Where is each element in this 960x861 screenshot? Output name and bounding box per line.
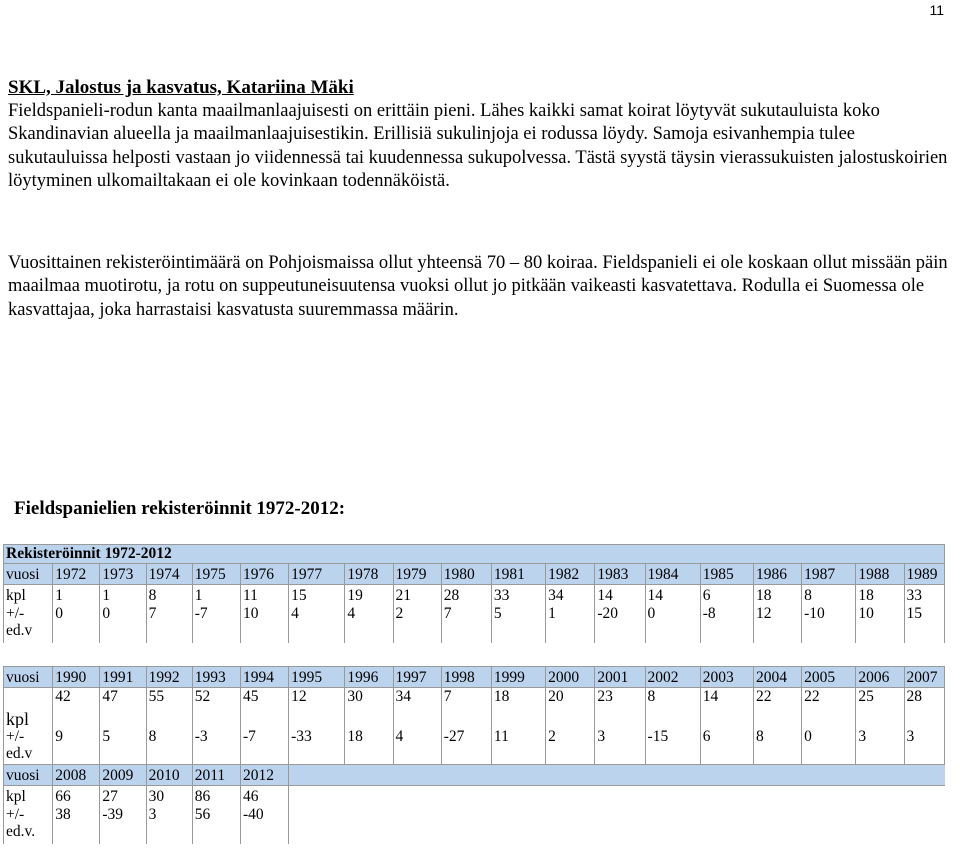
count-cell: 22 bbox=[753, 688, 801, 729]
count-cell: 45 bbox=[240, 688, 288, 729]
year-cell: 1972 bbox=[53, 564, 100, 585]
empty-cell bbox=[904, 765, 944, 786]
year-cell: 2009 bbox=[100, 765, 146, 786]
year-row bbox=[4, 667, 945, 688]
empty-cell bbox=[645, 765, 700, 786]
count-cell: 27 bbox=[100, 786, 146, 807]
year-cell: 2002 bbox=[645, 667, 700, 688]
change-cell: 10 bbox=[856, 605, 904, 643]
change-cell: 4 bbox=[289, 605, 345, 643]
year-cell: 2006 bbox=[856, 667, 904, 688]
row-label-line1: +/- bbox=[6, 605, 25, 622]
year-cell: 1973 bbox=[100, 564, 146, 585]
count-cell: 14 bbox=[700, 688, 753, 729]
empty-cell bbox=[441, 806, 491, 844]
section-title: Fieldspanielien rekisteröinnit 1972-2012: bbox=[14, 498, 346, 519]
count-cell: 19 bbox=[345, 585, 393, 606]
count-cell: 18 bbox=[856, 585, 904, 606]
change-cell: -8 bbox=[700, 605, 753, 643]
empty-cell bbox=[345, 786, 393, 807]
row-label-line1: +/- bbox=[6, 728, 25, 745]
count-cell: 20 bbox=[546, 688, 595, 729]
change-cell: -20 bbox=[595, 605, 645, 643]
year-row bbox=[4, 765, 945, 786]
year-cell: 1991 bbox=[100, 667, 146, 688]
count-cell: 55 bbox=[146, 688, 192, 729]
year-cell: 1996 bbox=[345, 667, 393, 688]
count-row bbox=[4, 688, 945, 729]
empty-cell bbox=[345, 806, 393, 844]
empty-cell bbox=[441, 765, 491, 786]
empty-cell bbox=[802, 806, 856, 844]
count-cell: 30 bbox=[345, 688, 393, 729]
empty-cell bbox=[802, 765, 856, 786]
count-cell: 21 bbox=[393, 585, 441, 606]
year-cell: 2007 bbox=[904, 667, 944, 688]
year-cell: 1992 bbox=[146, 667, 192, 688]
paragraph-breed-population: Fieldspanieli-rodun kanta maailmanlaajuisesti on erittäin pieni. Lähes kaikki samat koirat löytyvät sukutauluista koko Skandinavian alueella ja maailmanlaajuisestikin. Erillisiä sukulinjoja ei rodussa löydy. Samoja esivanhempia tulee sukutauluissa helposti vastaan jo viidennessä tai kuudennessa sukupolvessa. Tästä syystä täysin vierassukuisten jalostuskoirien löytyminen ulkomailtakaan ei ole kovinkaan todennäköistä. bbox=[8, 101, 948, 191]
change-row-label bbox=[4, 728, 53, 765]
empty-cell bbox=[700, 786, 753, 807]
year-cell: 2010 bbox=[146, 765, 192, 786]
empty-cell bbox=[491, 765, 545, 786]
empty-cell bbox=[700, 765, 753, 786]
change-cell: 38 bbox=[53, 806, 100, 844]
table-title-row bbox=[4, 545, 945, 564]
year-cell: 1980 bbox=[441, 564, 491, 585]
count-cell: 33 bbox=[491, 585, 545, 606]
count-row bbox=[4, 786, 945, 807]
count-cell: 11 bbox=[240, 585, 288, 606]
year-cell: 1995 bbox=[289, 667, 345, 688]
empty-cell bbox=[904, 786, 944, 807]
count-cell: 28 bbox=[441, 585, 491, 606]
change-cell: 0 bbox=[645, 605, 700, 643]
count-cell: 66 bbox=[53, 786, 100, 807]
row-label-line1: +/- bbox=[6, 806, 25, 823]
change-cell: 5 bbox=[491, 605, 545, 643]
year-cell: 2000 bbox=[546, 667, 595, 688]
paragraph-registrations: Vuosittainen rekisteröintimäärä on Pohjoismaissa ollut yhteensä 70 – 80 koiraa. Fieldspanieli ei ole koskaan ollut missään päin maailmaa muotirotu, ja rotu on suppeutuneisuutensa vuoksi ollut jo pitkään vaikeasti kasvatettava. Rodulla ei Suomessa ole kasvattajaa, joka harrastaisi kasvatusta suuremmassa määrin. bbox=[8, 253, 948, 320]
count-cell: 8 bbox=[146, 585, 192, 606]
change-cell: -27 bbox=[441, 728, 491, 765]
count-row-label: kpl bbox=[4, 786, 53, 807]
year-cell: 1999 bbox=[491, 667, 545, 688]
change-cell: 7 bbox=[441, 605, 491, 643]
change-cell: 18 bbox=[345, 728, 393, 765]
change-cell: 9 bbox=[53, 728, 100, 765]
count-cell: 6 bbox=[700, 585, 753, 606]
row-label-line2: ed.v. bbox=[6, 823, 36, 840]
document-heading: SKL, Jalostus ja kasvatus, Katariina Mäki bbox=[8, 77, 354, 98]
empty-cell bbox=[856, 806, 904, 844]
year-cell: 1978 bbox=[345, 564, 393, 585]
empty-cell bbox=[546, 806, 595, 844]
count-cell: 8 bbox=[645, 688, 700, 729]
change-cell: 0 bbox=[802, 728, 856, 765]
change-cell: 2 bbox=[393, 605, 441, 643]
year-cell: 1983 bbox=[595, 564, 645, 585]
count-row-label: kpl bbox=[4, 585, 53, 606]
count-cell: 42 bbox=[53, 688, 100, 729]
change-cell: 0 bbox=[100, 605, 146, 643]
count-cell: 7 bbox=[441, 688, 491, 729]
year-cell: 1997 bbox=[393, 667, 441, 688]
empty-cell bbox=[345, 765, 393, 786]
spacer-row bbox=[4, 643, 945, 667]
year-cell: 1985 bbox=[700, 564, 753, 585]
year-cell: 2011 bbox=[192, 765, 240, 786]
empty-cell bbox=[856, 765, 904, 786]
change-cell: -39 bbox=[100, 806, 146, 844]
count-cell: 8 bbox=[802, 585, 856, 606]
count-cell: 46 bbox=[240, 786, 288, 807]
empty-cell bbox=[753, 786, 801, 807]
year-cell: 2003 bbox=[700, 667, 753, 688]
count-cell: 34 bbox=[546, 585, 595, 606]
change-cell: -15 bbox=[645, 728, 700, 765]
year-row-label: vuosi bbox=[4, 765, 53, 786]
count-cell: 12 bbox=[289, 688, 345, 729]
change-row-label bbox=[4, 806, 53, 844]
empty-cell bbox=[856, 786, 904, 807]
year-cell: 1994 bbox=[240, 667, 288, 688]
year-cell: 1993 bbox=[192, 667, 240, 688]
count-cell: 33 bbox=[904, 585, 944, 606]
change-row bbox=[4, 728, 945, 765]
count-cell: 23 bbox=[595, 688, 645, 729]
spacer-cell bbox=[4, 643, 945, 667]
change-cell: 8 bbox=[753, 728, 801, 765]
count-cell: 52 bbox=[192, 688, 240, 729]
count-cell: 30 bbox=[146, 786, 192, 807]
change-row-label bbox=[4, 605, 53, 643]
count-cell: 1 bbox=[53, 585, 100, 606]
empty-cell bbox=[393, 806, 441, 844]
registrations-table-body bbox=[4, 545, 945, 845]
change-cell: -40 bbox=[240, 806, 288, 844]
row-label-line2: ed.v bbox=[6, 745, 33, 762]
empty-cell bbox=[802, 786, 856, 807]
count-cell: 22 bbox=[802, 688, 856, 729]
empty-cell bbox=[904, 806, 944, 844]
empty-cell bbox=[393, 765, 441, 786]
change-cell: 56 bbox=[192, 806, 240, 844]
year-cell: 1987 bbox=[802, 564, 856, 585]
count-cell: 47 bbox=[100, 688, 146, 729]
year-cell: 2008 bbox=[53, 765, 100, 786]
change-cell: 0 bbox=[53, 605, 100, 643]
year-cell: 1976 bbox=[240, 564, 288, 585]
year-cell: 1979 bbox=[393, 564, 441, 585]
year-cell: 1988 bbox=[856, 564, 904, 585]
change-row bbox=[4, 605, 945, 643]
change-cell: -33 bbox=[289, 728, 345, 765]
count-cell: 18 bbox=[753, 585, 801, 606]
empty-cell bbox=[546, 786, 595, 807]
empty-cell bbox=[595, 786, 645, 807]
year-cell: 1986 bbox=[753, 564, 801, 585]
empty-cell bbox=[491, 786, 545, 807]
empty-cell bbox=[595, 765, 645, 786]
year-cell: 1998 bbox=[441, 667, 491, 688]
year-cell: 2001 bbox=[595, 667, 645, 688]
row-label-line2: ed.v bbox=[6, 622, 33, 639]
change-cell: 7 bbox=[146, 605, 192, 643]
empty-cell bbox=[491, 806, 545, 844]
change-cell: 4 bbox=[345, 605, 393, 643]
change-cell: 4 bbox=[393, 728, 441, 765]
empty-cell bbox=[289, 786, 345, 807]
empty-cell bbox=[753, 765, 801, 786]
change-cell: 3 bbox=[856, 728, 904, 765]
year-cell: 1974 bbox=[146, 564, 192, 585]
empty-cell bbox=[393, 786, 441, 807]
change-cell: 15 bbox=[904, 605, 944, 643]
table-title: Rekisteröinnit 1972-2012 bbox=[4, 545, 945, 564]
change-cell: 10 bbox=[240, 605, 288, 643]
change-cell: 2 bbox=[546, 728, 595, 765]
count-cell: 25 bbox=[856, 688, 904, 729]
empty-cell bbox=[645, 786, 700, 807]
empty-cell bbox=[546, 765, 595, 786]
empty-cell bbox=[289, 806, 345, 844]
change-cell: 3 bbox=[146, 806, 192, 844]
empty-cell bbox=[441, 786, 491, 807]
empty-cell bbox=[645, 806, 700, 844]
change-cell: -7 bbox=[240, 728, 288, 765]
year-row bbox=[4, 564, 945, 585]
registrations-table bbox=[3, 544, 945, 844]
year-cell: 1977 bbox=[289, 564, 345, 585]
year-cell: 1989 bbox=[904, 564, 944, 585]
year-cell: 1984 bbox=[645, 564, 700, 585]
change-cell: 11 bbox=[491, 728, 545, 765]
change-cell: -3 bbox=[192, 728, 240, 765]
change-row bbox=[4, 806, 945, 844]
year-cell: 1982 bbox=[546, 564, 595, 585]
year-cell: 1981 bbox=[491, 564, 545, 585]
count-cell: 34 bbox=[393, 688, 441, 729]
change-cell: 6 bbox=[700, 728, 753, 765]
change-cell: 8 bbox=[146, 728, 192, 765]
empty-cell bbox=[700, 806, 753, 844]
year-cell: 1975 bbox=[192, 564, 240, 585]
count-cell: 1 bbox=[192, 585, 240, 606]
count-row-label: kpl bbox=[4, 688, 53, 729]
change-cell: 3 bbox=[904, 728, 944, 765]
year-cell: 1990 bbox=[53, 667, 100, 688]
count-cell: 15 bbox=[289, 585, 345, 606]
count-cell: 14 bbox=[595, 585, 645, 606]
empty-cell bbox=[753, 806, 801, 844]
year-row-label: vuosi bbox=[4, 564, 53, 585]
year-cell: 2012 bbox=[240, 765, 288, 786]
change-cell: 12 bbox=[753, 605, 801, 643]
change-cell: -10 bbox=[802, 605, 856, 643]
count-cell: 14 bbox=[645, 585, 700, 606]
empty-cell bbox=[289, 765, 345, 786]
count-cell: 28 bbox=[904, 688, 944, 729]
change-cell: -7 bbox=[192, 605, 240, 643]
change-cell: 3 bbox=[595, 728, 645, 765]
count-cell: 1 bbox=[100, 585, 146, 606]
count-cell: 18 bbox=[491, 688, 545, 729]
year-cell: 2004 bbox=[753, 667, 801, 688]
page-number: 11 bbox=[929, 2, 944, 18]
change-cell: 1 bbox=[546, 605, 595, 643]
year-row-label: vuosi bbox=[4, 667, 53, 688]
count-row bbox=[4, 585, 945, 606]
empty-cell bbox=[595, 806, 645, 844]
change-cell: 5 bbox=[100, 728, 146, 765]
year-cell: 2005 bbox=[802, 667, 856, 688]
count-cell: 86 bbox=[192, 786, 240, 807]
